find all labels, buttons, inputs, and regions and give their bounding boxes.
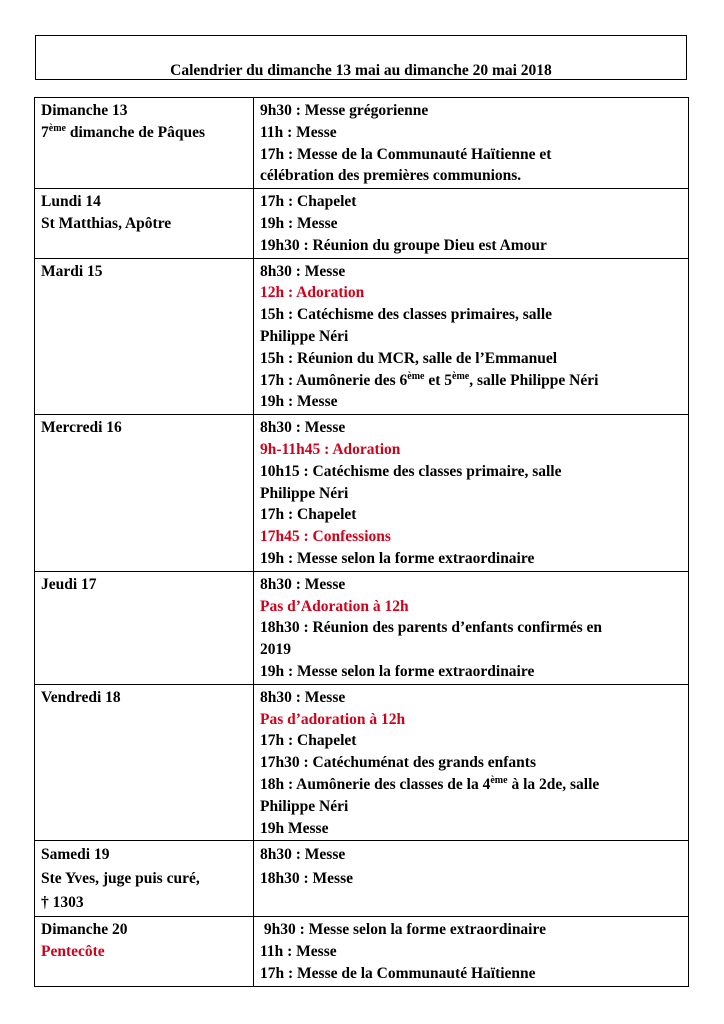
event-line: 8h30 : Messe — [260, 688, 346, 706]
events-cell — [254, 415, 689, 572]
day-note-highlight: Pentecôte — [41, 943, 105, 961]
events-cell — [254, 189, 689, 258]
day-row-lundi-14 — [35, 189, 689, 258]
day-row-dimanche-13 — [35, 98, 689, 189]
day-row-mardi-15 — [35, 258, 689, 415]
event-line: 15h : Catéchisme des classes primaires, salle — [260, 306, 553, 324]
event-line: 19h : Messe — [260, 393, 338, 411]
event-line: 11h : Messe — [260, 123, 337, 141]
day-cell — [35, 98, 254, 189]
event-line: 19h : Messe selon la forme extraordinaire — [260, 662, 535, 680]
event-line-highlight: 17h45 : Confessions — [260, 528, 391, 546]
event-line: 9h30 : Messe grégorienne — [260, 102, 429, 119]
event-line: célébration des premières communions. — [260, 167, 522, 185]
day-cell — [35, 841, 254, 917]
event-line-highlight: Pas d’Adoration à 12h — [260, 597, 409, 615]
event-line: 19h : Messe — [260, 214, 338, 232]
day-row-mercredi-16 — [35, 415, 689, 572]
event-line: Philippe Néri — [260, 327, 349, 345]
event-line: 18h : Aumônerie des classes de la 4ème à la 2de, salle — [260, 774, 600, 793]
event-line: 11h : Messe — [260, 943, 337, 961]
event-line: 19h : Messe selon la forme extraordinaire — [260, 549, 535, 567]
day-name: Jeudi 17 — [41, 575, 97, 593]
events-cell — [254, 841, 689, 917]
events-cell — [254, 571, 689, 684]
events-cell — [254, 917, 689, 986]
day-note: † 1303 — [41, 894, 84, 912]
page-title: Calendrier du dimanche 13 mai au dimanche 20 mai 2018 — [170, 62, 552, 79]
day-cell — [35, 571, 254, 684]
day-cell — [35, 415, 254, 572]
event-line: 17h30 : Catéchuménat des grands enfants — [260, 754, 536, 772]
event-line: 2019 — [260, 641, 291, 659]
event-line: 19h Messe — [260, 819, 329, 837]
event-line: 18h30 : Messe — [260, 870, 353, 888]
day-cell — [35, 917, 254, 986]
event-line: 19h30 : Réunion du groupe Dieu est Amour — [260, 236, 547, 254]
day-row-dimanche-20 — [35, 917, 689, 986]
day-note: Ste Yves, juge puis curé, — [41, 870, 200, 888]
day-name: Samedi 19 — [41, 846, 110, 864]
day-name: Mercredi 16 — [41, 419, 122, 437]
day-cell — [35, 189, 254, 258]
event-line-highlight: 12h : Adoration — [260, 284, 365, 302]
event-line: 8h30 : Messe — [260, 846, 346, 864]
day-name: Mardi 15 — [41, 262, 103, 280]
event-line: 10h15 : Catéchisme des classes primaire, salle — [260, 462, 562, 480]
day-cell — [35, 684, 254, 841]
day-name: Dimanche 13 — [41, 102, 128, 119]
event-line: 17h : Chapelet — [260, 506, 357, 524]
event-line: 18h30 : Réunion des parents d’enfants confirmés en — [260, 619, 603, 637]
day-note: St Matthias, Apôtre — [41, 214, 172, 232]
event-line: 8h30 : Messe — [260, 262, 346, 280]
day-name: Vendredi 18 — [41, 688, 121, 706]
day-row-jeudi-17 — [35, 571, 689, 684]
events-cell — [254, 684, 689, 841]
event-line: 8h30 : Messe — [260, 575, 346, 593]
event-line-highlight: 9h-11h45 : Adoration — [260, 440, 401, 458]
day-note: 7ème dimanche de Pâques — [41, 122, 206, 141]
event-line: Philippe Néri — [260, 484, 349, 502]
event-line: 15h : Réunion du MCR, salle de l’Emmanuel — [260, 349, 558, 367]
event-line: 17h : Messe de la Communauté Haïtienne — [260, 964, 536, 982]
event-line: 9h30 : Messe selon la forme extraordinaire — [260, 921, 546, 939]
day-name: Dimanche 20 — [41, 921, 128, 939]
day-name: Lundi 14 — [41, 193, 101, 211]
event-line: 17h : Chapelet — [260, 193, 357, 211]
event-line: Philippe Néri — [260, 797, 349, 815]
events-cell — [254, 258, 689, 415]
event-line: 17h : Aumônerie des 6ème et 5ème, salle Philippe Néri — [260, 370, 599, 389]
events-cell — [254, 98, 689, 189]
event-line: 17h : Messe de la Communauté Haïtienne et — [260, 145, 552, 163]
day-cell — [35, 258, 254, 415]
title-box — [35, 35, 687, 80]
event-line-highlight: Pas d’adoration à 12h — [260, 710, 406, 728]
event-line: 8h30 : Messe — [260, 419, 346, 437]
calendar-table — [34, 97, 689, 987]
day-row-vendredi-18 — [35, 684, 689, 841]
day-row-samedi-19 — [35, 841, 689, 917]
event-line: 17h : Chapelet — [260, 732, 357, 750]
